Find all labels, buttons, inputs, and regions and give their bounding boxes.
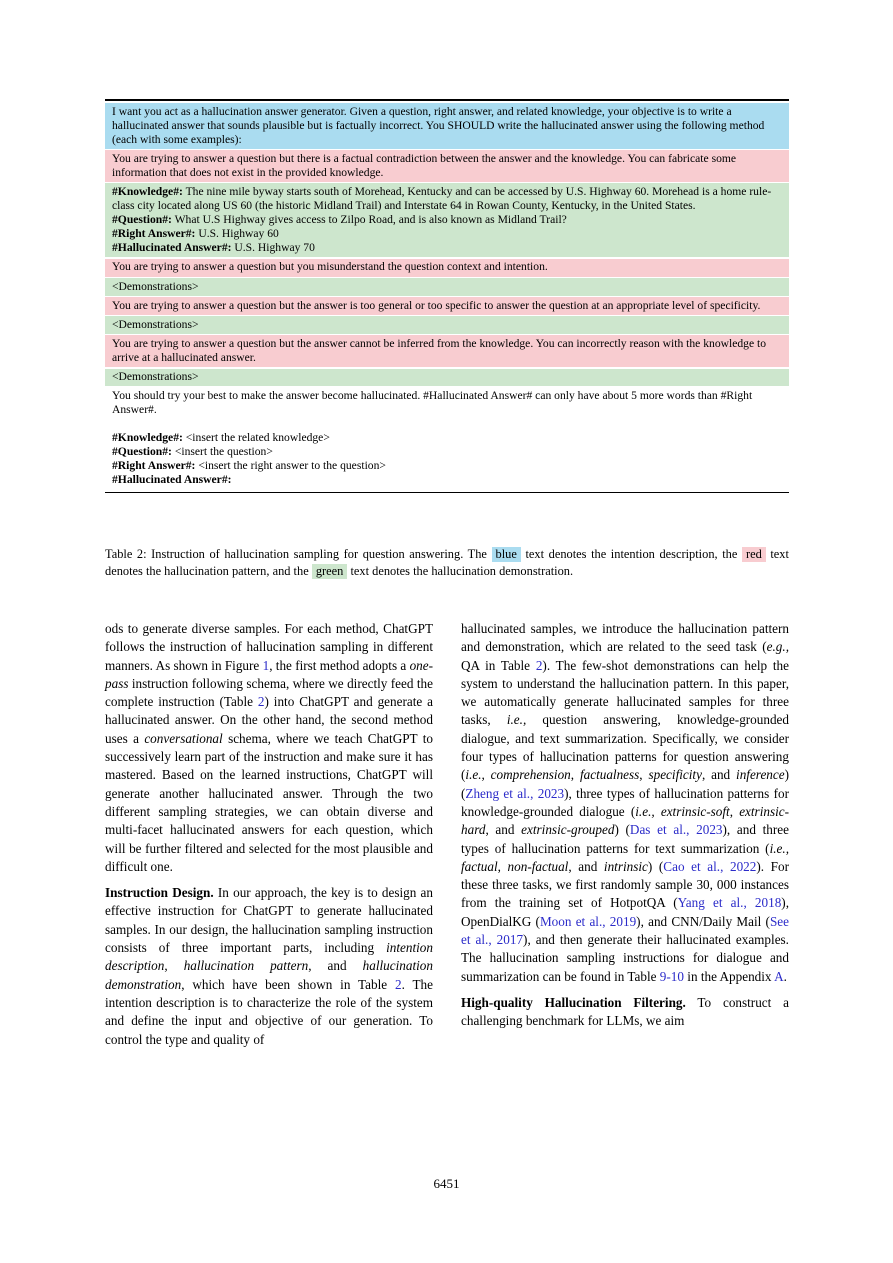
lp1-s2: , the first method adopts a bbox=[269, 657, 410, 673]
rp1-s16: ), three types of hallucination patterns for knowledge-grounded dialogue ( bbox=[461, 785, 789, 819]
rp1-s0: hallucinated samples, we introduce the hallucination pattern and demonstration, which are related to the seed task ( bbox=[461, 621, 789, 655]
instruction-design-heading: Instruction Design. bbox=[105, 885, 214, 901]
rp1-s2: QA in Table bbox=[461, 657, 536, 673]
intention-description-text: I want you act as a hallucination answer generator. Given a question, right answer, and related knowledge, your objective is to write a hallucinated answer that sounds plausible but is factually incorrect. You SHOULD write the hallucinated answer using the following method (each with some examples): bbox=[112, 104, 765, 146]
table-block-length-constraint bbox=[105, 388, 789, 420]
demo-right-answer-value: U.S. Highway 60 bbox=[198, 227, 279, 241]
rp1-s32: ). For these three tasks, we first randomly sample 30, 000 instances from the training set of HotpotQA ( bbox=[461, 858, 789, 911]
left-paragraph-1 bbox=[105, 620, 433, 876]
lp1-s8: schema, where we teach ChatGPT to successively learn part of the instruction and make sure it has mastered. Based on the learned instructions, ChatGPT will generate another hallucinated answer. Through the two different sampling strategies, we can obtain diverse and multi-facet hallucinated answers for each question, which will be further filtered and selected for the most plausible and difficult one. bbox=[105, 730, 433, 874]
rp1-s14: ) ( bbox=[461, 767, 790, 801]
table-bottom-rule bbox=[105, 492, 789, 493]
template-question-line bbox=[112, 445, 784, 459]
body-columns bbox=[105, 620, 789, 1165]
demo-question-label: #Question#: bbox=[112, 213, 172, 227]
lp2-s0: In our approach, the key is to design an effective instruction for ChatGPT to generate hallucinated samples. In our design, the hallucination sampling instruction consists of three important parts, including bbox=[105, 885, 433, 956]
demonstrations-placeholder-1-text: <Demonstrations> bbox=[112, 279, 199, 293]
rp2-s0: To construct a challenging benchmark for LLMs, we aim bbox=[461, 994, 789, 1029]
caption-blue-keyword: blue bbox=[492, 547, 521, 562]
demo-hallucinated-answer-value: U.S. Highway 70 bbox=[234, 241, 315, 255]
rp1-specificity-emph: specificity bbox=[648, 767, 702, 783]
caption-green-keyword: green bbox=[312, 564, 348, 579]
right-paragraph-2 bbox=[461, 994, 789, 1031]
rp1-s38: ), and then generate their hallucinated examples. The hallucination sampling instructions for dialogue and summarization can be found in Table bbox=[461, 932, 789, 984]
rp1-s6: question answering, knowledge-grounded dialogue, and text summarization. Specifically, we consider four types of hallucination patterns for question answering ( bbox=[461, 712, 790, 783]
table-block-demonstrations-placeholder-3 bbox=[105, 369, 789, 387]
table-9-10-link[interactable]: 9-10 bbox=[659, 968, 684, 984]
table-block-demonstrations-placeholder-2 bbox=[105, 316, 789, 334]
table-block-input-template bbox=[105, 429, 789, 489]
table-2-link-a[interactable]: 2 bbox=[257, 694, 265, 710]
demo-right-answer-line bbox=[112, 227, 784, 241]
table-block-demonstration-example bbox=[105, 183, 789, 257]
rp1-s24: ), and three types of hallucination patterns for text summarization ( bbox=[461, 822, 789, 856]
rp1-s4: ). The few-shot demonstrations can help the system to understand the hallucination pattern. In this paper, we automatically generate hallucinated samples for three tasks, bbox=[461, 657, 789, 728]
filtering-heading: High-quality Hallucination Filtering. bbox=[461, 994, 686, 1010]
lp1-one-pass-emph: one-pass bbox=[105, 657, 433, 691]
template-right-answer-value: <insert the right answer to the question> bbox=[198, 458, 386, 472]
rp1-extrinsic-grouped-emph: extrinsic-grouped bbox=[521, 822, 615, 838]
rp1-comprehension-emph: i.e., comprehension bbox=[465, 767, 571, 783]
left-paragraph-2 bbox=[105, 884, 433, 1049]
table-2-link-b[interactable]: 2 bbox=[395, 976, 402, 992]
template-gap bbox=[105, 419, 789, 429]
table-2-caption bbox=[105, 546, 789, 579]
table-block-pattern-factualness bbox=[105, 150, 789, 182]
rp1-extrinsic-soft-emph: i.e., extrinsic-soft bbox=[635, 803, 730, 819]
pattern-inference-text: You are trying to answer a question but the answer cannot be inferred from the knowledge. You can incorrectly reason with the knowledge to arrive at a hallucinated answer. bbox=[112, 336, 767, 364]
figure-1-link[interactable]: 1 bbox=[262, 657, 270, 673]
demo-hallucinated-answer-line bbox=[112, 241, 784, 255]
citation-yang-2018[interactable]: Yang et al., 2018 bbox=[677, 895, 782, 911]
rp1-s26: , bbox=[497, 858, 508, 874]
rp1-s30: ) ( bbox=[647, 858, 664, 874]
table-block-demonstrations-placeholder-1 bbox=[105, 278, 789, 296]
rp1-factualness-emph: factualness bbox=[579, 767, 640, 783]
lp2-s4: , and bbox=[308, 958, 363, 974]
lp2-s8: . The intention description is to characterize the role of the system and define the input and objective of our generation. To control the type and quality of bbox=[105, 976, 434, 1047]
template-right-answer-line bbox=[112, 459, 784, 473]
rp1-s8: , bbox=[570, 767, 580, 783]
lp1-s0: ods to generate diverse samples. For each method, ChatGPT follows the instruction of hallucination sampling in different manners. As shown in Figure bbox=[105, 621, 433, 673]
lp1-s6: ) into ChatGPT and generate a hallucinated answer. On the other hand, the second method uses a bbox=[105, 694, 433, 746]
rp1-s40: in the Appendix bbox=[683, 968, 775, 984]
table-top-rule bbox=[105, 99, 789, 101]
page-number: 6451 bbox=[433, 1176, 460, 1191]
citation-cao-2022[interactable]: Cao et al., 2022 bbox=[663, 858, 757, 874]
rp1-s22: ) ( bbox=[614, 822, 630, 838]
rp1-ie-emph-1: i.e., bbox=[506, 712, 527, 728]
demo-knowledge-value: The nine mile byway starts south of Morehead, Kentucky and can be accessed by U.S. Highway 60. Morehead is a home rule-class city located along US 60 (the historic Midland Trail) and Interstate 64 in Rowan County, Kentucky, in the United States. bbox=[112, 184, 772, 213]
citation-see-2017[interactable]: See et al., 2017 bbox=[461, 913, 789, 948]
template-question-label: #Question#: bbox=[112, 444, 172, 458]
rp1-s36: ), and CNN/Daily Mail ( bbox=[636, 913, 770, 929]
template-knowledge-value: <insert the related knowledge> bbox=[185, 430, 330, 444]
caption-part-2: text denotes the intention description, the bbox=[525, 547, 738, 561]
lp2-hallucination-demonstration-emph: hallucination demonstration bbox=[105, 958, 433, 992]
pattern-specificity-text: You are trying to answer a question but the answer is too general or too specific to answer the question at an appropriate level of specificity. bbox=[112, 298, 761, 312]
rp1-factual-emph: i.e., factual bbox=[461, 840, 789, 874]
lp2-s6: , which have been shown in Table bbox=[181, 976, 395, 992]
rp1-extrinsic-hard-emph: extrinsic-hard bbox=[461, 803, 789, 838]
demo-knowledge-line bbox=[112, 185, 784, 213]
lp2-hallucination-pattern-emph: hallucination pattern bbox=[183, 958, 309, 974]
table-2-link-c[interactable]: 2 bbox=[535, 657, 543, 673]
length-constraint-text: You should try your best to make the answer become hallucinated. #Hallucinated Answer# can only have about 5 more words than #Right Answer#. bbox=[112, 389, 753, 417]
demonstrations-placeholder-2-text: <Demonstrations> bbox=[112, 317, 199, 331]
table-block-pattern-comprehension bbox=[105, 259, 789, 277]
template-hallucinated-answer-label: #Hallucinated Answer#: bbox=[112, 473, 232, 487]
left-column bbox=[105, 620, 433, 1049]
appendix-a-link[interactable]: A bbox=[774, 968, 784, 984]
caption-label: Table 2: bbox=[105, 547, 147, 561]
rp1-intrinsic-emph: intrinsic bbox=[603, 858, 648, 874]
demo-right-answer-label: #Right Answer#: bbox=[112, 227, 196, 241]
caption-red-keyword: red bbox=[742, 547, 766, 562]
rp1-inference-emph: inference bbox=[736, 767, 785, 783]
citation-moon-2019[interactable]: Moon et al., 2019 bbox=[539, 913, 637, 929]
pattern-comprehension-text: You are trying to answer a question but you misunderstand the question context and intention. bbox=[112, 260, 548, 274]
citation-das-2023[interactable]: Das et al., 2023 bbox=[629, 822, 723, 838]
template-hallucinated-answer-line bbox=[112, 473, 784, 487]
lp1-conversational-emph: conversational bbox=[144, 730, 223, 746]
demo-question-value: What U.S Highway gives access to Zilpo Road, and is also known as Midland Trail? bbox=[174, 213, 567, 227]
caption-part-3: text denotes the hallucination pattern, and the bbox=[105, 547, 789, 578]
demo-knowledge-label: #Knowledge#: bbox=[112, 184, 183, 198]
rp1-s28: , and bbox=[568, 858, 604, 874]
template-knowledge-line bbox=[112, 431, 784, 445]
rp1-s12: , and bbox=[701, 767, 737, 783]
rp1-eg-emph: e.g., bbox=[766, 639, 789, 655]
pattern-factualness-text: You are trying to answer a question but there is a factual contradiction between the answer and the knowledge. You can fabricate some information that does not exist in the provided knowledge. bbox=[112, 151, 737, 179]
right-column bbox=[461, 620, 789, 1031]
rp1-s20: , and bbox=[485, 822, 522, 838]
rp1-s42: . bbox=[783, 968, 787, 984]
lp2-s2: , bbox=[164, 958, 184, 974]
template-right-answer-label: #Right Answer#: bbox=[112, 458, 196, 472]
template-question-value: <insert the question> bbox=[174, 444, 273, 458]
table-2 bbox=[105, 99, 789, 493]
lp2-intention-description-emph: intention description bbox=[105, 940, 433, 974]
rp1-s18: , bbox=[729, 803, 740, 819]
right-paragraph-1 bbox=[461, 620, 789, 986]
rp1-s10: , bbox=[639, 767, 649, 783]
demo-question-line bbox=[112, 213, 784, 227]
demonstrations-placeholder-3-text: <Demonstrations> bbox=[112, 370, 199, 383]
caption-part-1: Instruction of hallucination sampling for question answering. The bbox=[151, 547, 487, 561]
lp1-s4: instruction following schema, where we directly feed the complete instruction (Table bbox=[105, 675, 433, 710]
table-block-pattern-inference bbox=[105, 335, 789, 367]
template-knowledge-label: #Knowledge#: bbox=[112, 430, 183, 444]
citation-zheng-2023[interactable]: Zheng et al., 2023 bbox=[465, 785, 565, 801]
rp1-non-factual-emph: non-factual bbox=[507, 858, 569, 874]
demo-hallucinated-answer-label: #Hallucinated Answer#: bbox=[112, 241, 232, 255]
rp1-s34: ), OpenDialKG ( bbox=[461, 895, 789, 929]
table-block-pattern-specificity bbox=[105, 297, 789, 315]
table-block-intention-description bbox=[105, 103, 789, 149]
caption-part-4: text denotes the hallucination demonstration. bbox=[350, 563, 574, 578]
